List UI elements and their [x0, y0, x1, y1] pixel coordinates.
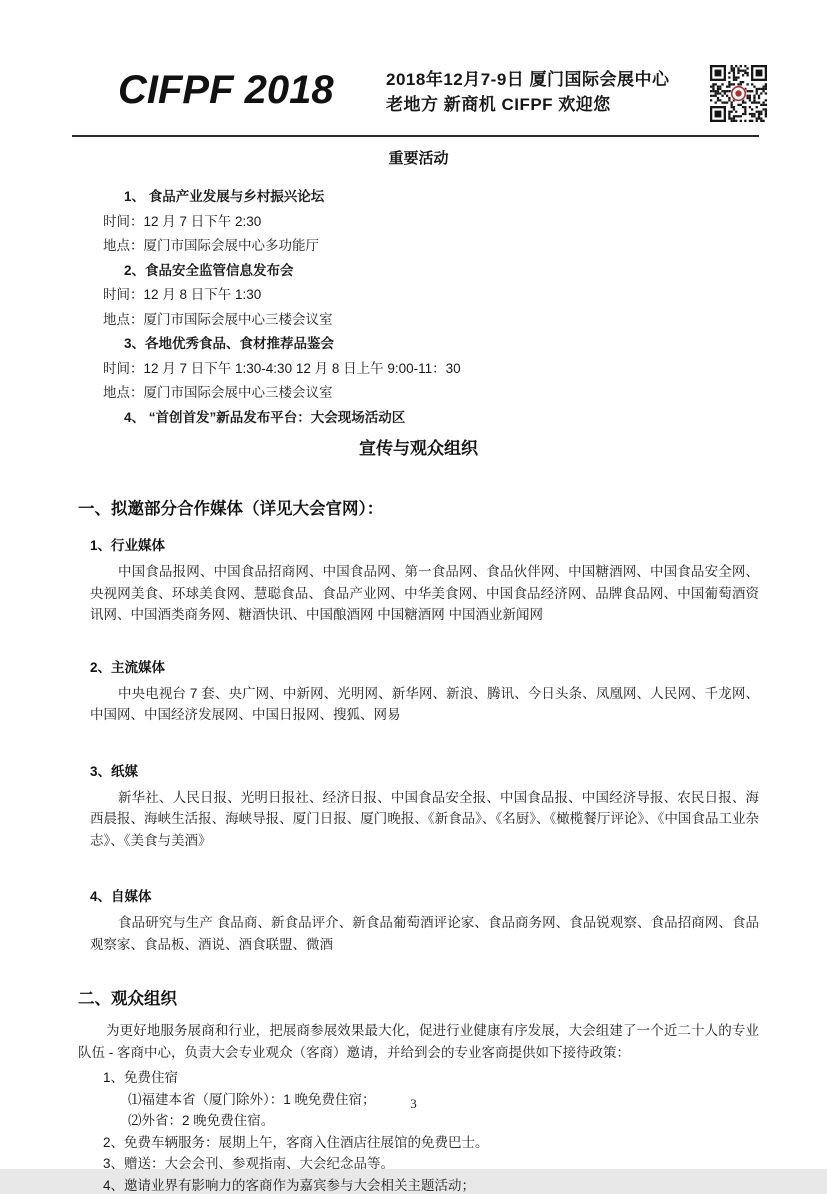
activity-heading: 2、食品安全监管信息发布会 [124, 262, 294, 278]
policy-list [78, 1070, 759, 1194]
activity-time: 时间：12 月 8 日下午 1:30 [103, 287, 262, 302]
activity-heading: 4、 “首创首发”新品发布平台：大会现场活动区 [124, 409, 406, 425]
page-number: 3 [410, 1096, 417, 1111]
tagline-line-2: 老地方 新商机 CIFPF 欢迎您 [386, 95, 611, 114]
activity-time: 时间：12 月 7 日下午 1:30-4:30 12 月 8 日上午 9:00-11：30 [103, 360, 461, 376]
paragraph-mainstream-media: 中央电视台 7 套、央广网、中新网、光明网、新华网、新浪、腾讯、今日头条、凤凰网、人民网、千龙网、中国网、中国经济发展网、中国日报网、搜狐、网易 [90, 685, 759, 722]
header-tagline [386, 64, 700, 117]
paragraph-self-media: 食品研究与生产 食品商、新食品评介、新食品葡萄酒评论家、食品商务网、食品锐观察、食品招商网、食品观察家、食品板、酒说、酒食联盟、微酒 [90, 915, 759, 952]
policy-item: 3、赠送：大会会刊、参观指南、大会纪念品等。 [103, 1156, 395, 1171]
subheading-industry-media: 1、行业媒体 [90, 538, 166, 553]
tagline-line-1: 2018年12月7-9日 厦门国际会展中心 [386, 70, 670, 89]
heading-audience-organization: 二、观众组织 [78, 990, 177, 1008]
policy-item: 4、邀请业界有影响力的客商作为嘉宾参与大会相关主题活动； [103, 1177, 476, 1193]
subheading-mainstream-media: 2、主流媒体 [90, 659, 166, 675]
policy-subitem: ⑴福建本省（厦门除外）：1 晚免费住宿； [128, 1091, 376, 1107]
policy-item: 1、免费住宿 [103, 1070, 179, 1085]
logo-text: CIFPF 2018 [118, 68, 334, 112]
activities-list [78, 189, 759, 426]
section-title-promotion: 宣传与观众组织 [359, 439, 478, 458]
policy-subitem: ⑵外省：2 晚免费住宿。 [128, 1113, 275, 1128]
subheading-print-media: 3、纸媒 [90, 763, 139, 779]
header-divider [72, 135, 759, 137]
heading-media-partners: 一、拟邀部分合作媒体（详见大会官网）： [78, 500, 384, 518]
activity-heading: 3、各地优秀食品、食材推荐品鉴会 [124, 336, 335, 351]
policy-item: 2、免费车辆服务：展期上午，客商入住酒店往展馆的免费巴士。 [103, 1134, 489, 1150]
activity-place: 地点：厦门市国际会展中心三楼会议室 [103, 311, 333, 327]
page-header [0, 0, 827, 122]
activity-heading: 1、 食品产业发展与乡村振兴论坛 [124, 189, 325, 204]
paragraph-industry-media: 中国食品报网、中国食品招商网、中国食品网、第一食品网、食品伙伴网、中国糖酒网、中国食品安全网、央视网美食、环球美食网、慧聪食品、食品产业网、中华美食网、中国食品经济网、品牌食品网、中国葡萄酒资讯网、中国酒类商务网、糖酒快讯、中国酿酒网 中国糖酒网 中国酒业新闻网 [90, 564, 759, 622]
paragraph-audience-intro: 为更好地服务展商和行业，把展商参展效果最大化，促进行业健康有序发展，大会组建了一个近二十人的专业队伍 - 客商中心，负责大会专业观众（客商）邀请，并给到会的专业客商提供如下接待政策： [78, 1023, 759, 1060]
activity-time: 时间：12 月 7 日下午 2:30 [103, 213, 262, 229]
qr-code [710, 65, 767, 122]
subheading-self-media: 4、自媒体 [90, 889, 152, 904]
activity-place: 地点：厦门市国际会展中心三楼会议室 [103, 385, 333, 400]
activity-place: 地点：厦门市国际会展中心多功能厅 [103, 238, 319, 253]
paragraph-print-media: 新华社、人民日报、光明日报社、经济日报、中国食品安全报、中国食品报、中国经济导报、农民日报、海西晨报、海峡生活报、海峡导报、厦门日报、厦门晚报、《新食品》、《名厨》、《橄榄餐厅评论》、《中国食品工业杂志》、《美食与美酒》 [90, 789, 759, 848]
section-title-activities: 重要活动 [388, 150, 449, 167]
page-content [0, 147, 827, 1194]
